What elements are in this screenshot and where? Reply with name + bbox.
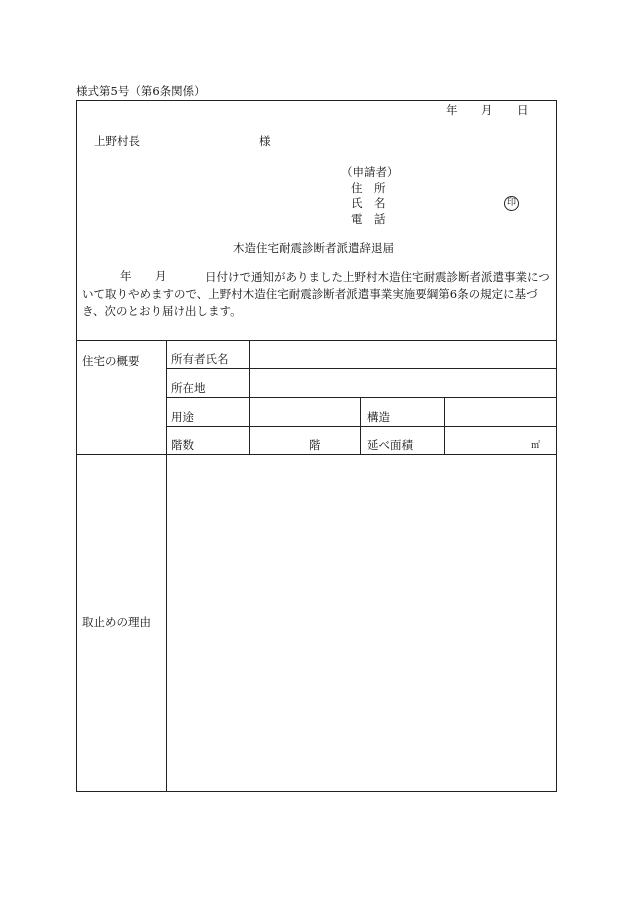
area-label: 延べ面積 [367, 438, 413, 452]
owner-field[interactable] [250, 340, 556, 366]
location-field[interactable] [250, 368, 556, 395]
overview-section-label: 住宅の概要 [82, 354, 140, 368]
body-text: 日付けで通知がありました上野村木造住宅耐震診断者派遣事業について取りやめますので、上野村木造住宅耐震診断者派遣事業実施要綱第6条の規定に基づき、次のとおり届け出します。 [82, 270, 550, 318]
floors-label: 階数 [171, 438, 194, 452]
reason-field[interactable] [167, 455, 556, 790]
date-month: 月 [481, 103, 493, 117]
date-day: 日 [517, 103, 529, 117]
addressee-name: 上野村長 [94, 134, 140, 148]
form-number: 様式第5号（第6条関係） [76, 84, 206, 98]
structure-label: 構造 [367, 410, 390, 424]
floors-unit: 階 [309, 438, 321, 452]
applicant-phone-label: 電 話 [351, 212, 386, 226]
body-year: 年 [120, 269, 132, 283]
addressee-honorific: 様 [259, 134, 271, 148]
applicant-name-label: 氏 名 [351, 196, 386, 210]
owner-label: 所有者氏名 [171, 352, 229, 366]
document-title: 木造住宅耐震診断者派遣辞退届 [233, 241, 394, 255]
area-unit: ㎡ [531, 441, 541, 451]
use-field[interactable] [250, 397, 358, 424]
floors-field[interactable] [250, 426, 358, 453]
body-month: 月 [155, 269, 167, 283]
divider-middle-column [360, 397, 361, 454]
seal-icon: 印 [504, 196, 519, 211]
applicant-address-label: 住 所 [351, 181, 386, 195]
location-label: 所在地 [171, 381, 206, 395]
structure-field[interactable] [445, 397, 556, 424]
applicant-heading: （申請者） [341, 165, 399, 179]
use-label: 用途 [171, 410, 194, 424]
reason-label: 取止めの理由 [82, 615, 151, 629]
date-year: 年 [446, 103, 458, 117]
